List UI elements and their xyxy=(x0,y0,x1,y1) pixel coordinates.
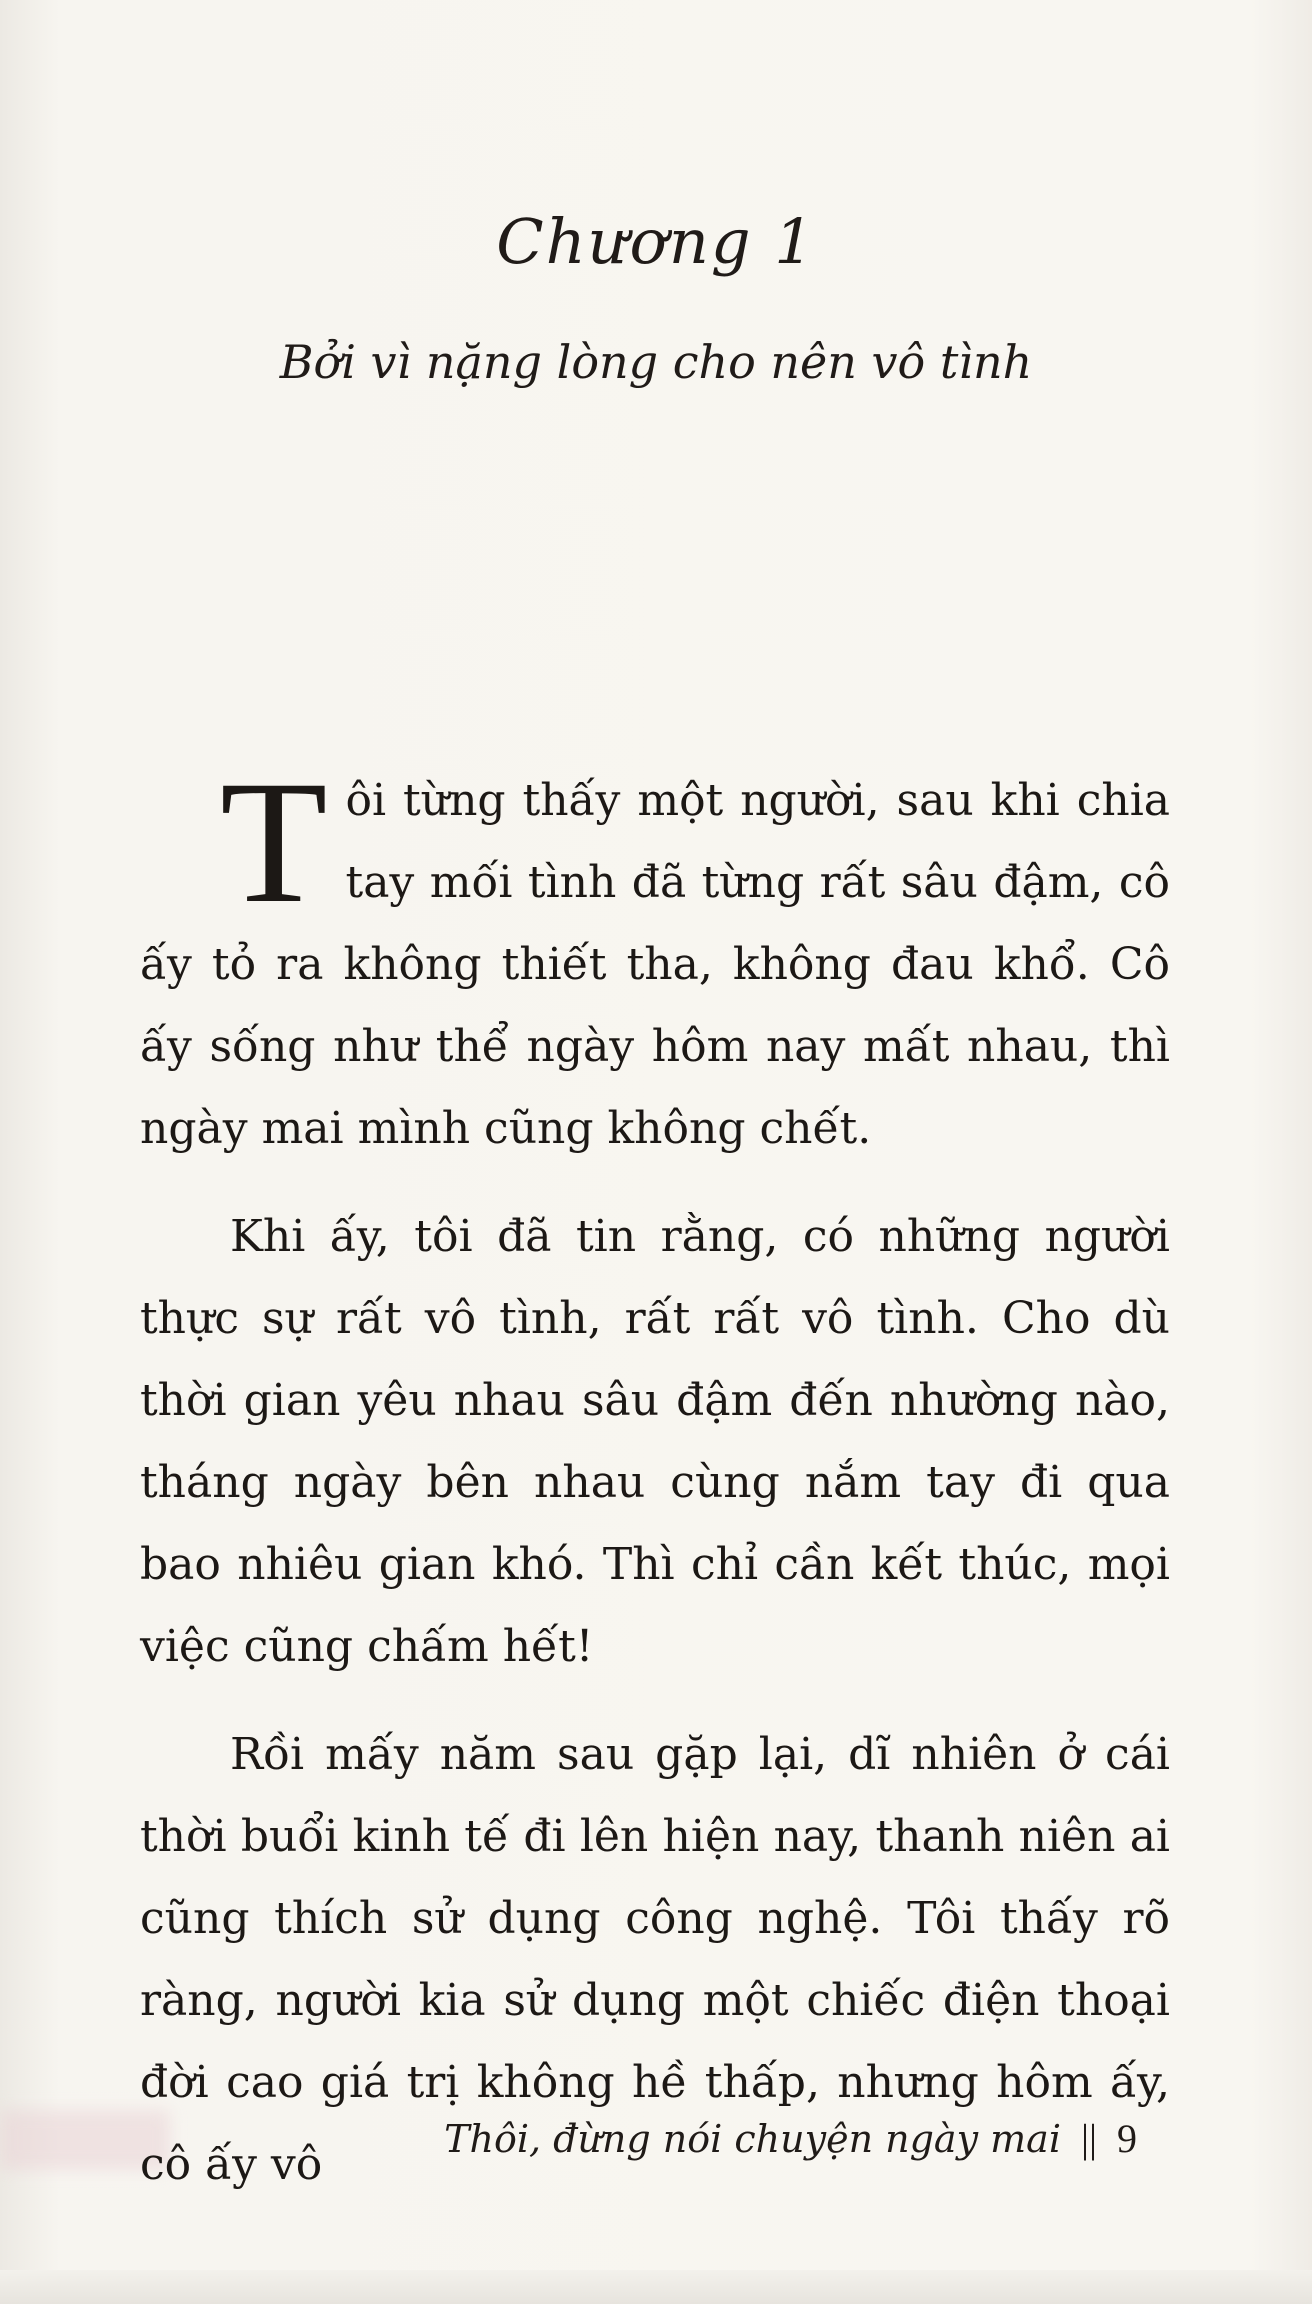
chapter-subtitle: Bởi vì nặng lòng cho nên vô tình xyxy=(279,335,1033,389)
footer-book-title: Thôi, đừng nói chuyện ngày mai xyxy=(444,2116,1061,2161)
running-footer xyxy=(444,2115,1137,2162)
drop-cap: T xyxy=(220,745,328,940)
page-number: 9 xyxy=(1117,2116,1137,2161)
paragraph-1-text: ôi từng thấy một người, sau khi chia tay mối tình đã từng rất sâu đậm, cô ấy tỏ ra không thiết tha, không đau khổ. Cô ấy sống như thể ngày hôm nay mất nhau, thì ngày mai mình cũng không chết. xyxy=(140,775,1170,1154)
page-bottom-edge xyxy=(0,2270,1312,2304)
chapter-title: Chương 1 xyxy=(496,205,816,278)
body-text xyxy=(140,745,1170,2232)
paragraph-1 xyxy=(140,745,1170,1170)
footer-separator: || xyxy=(1080,2116,1097,2161)
paragraph-3: Rồi mấy năm sau gặp lại, dĩ nhiên ở cái thời buổi kinh tế đi lên hiện nay, thanh niên ai cũng thích sử dụng công nghệ. Tôi thấy rõ ràng, người kia sử dụng một chiếc điện thoại đời cao giá trị không hề thấp, nhưng hôm ấy, cô ấy vô xyxy=(140,1729,1170,2190)
paragraph-2: Khi ấy, tôi đã tin rằng, có những người thực sự rất vô tình, rất rất vô tình. Cho dù thời gian yêu nhau sâu đậm đến nhường nào, tháng ngày bên nhau cùng nắm tay đi qua bao nhiêu gian khó. Thì chỉ cần kết thúc, mọi việc cũng chấm hết! xyxy=(140,1211,1170,1672)
